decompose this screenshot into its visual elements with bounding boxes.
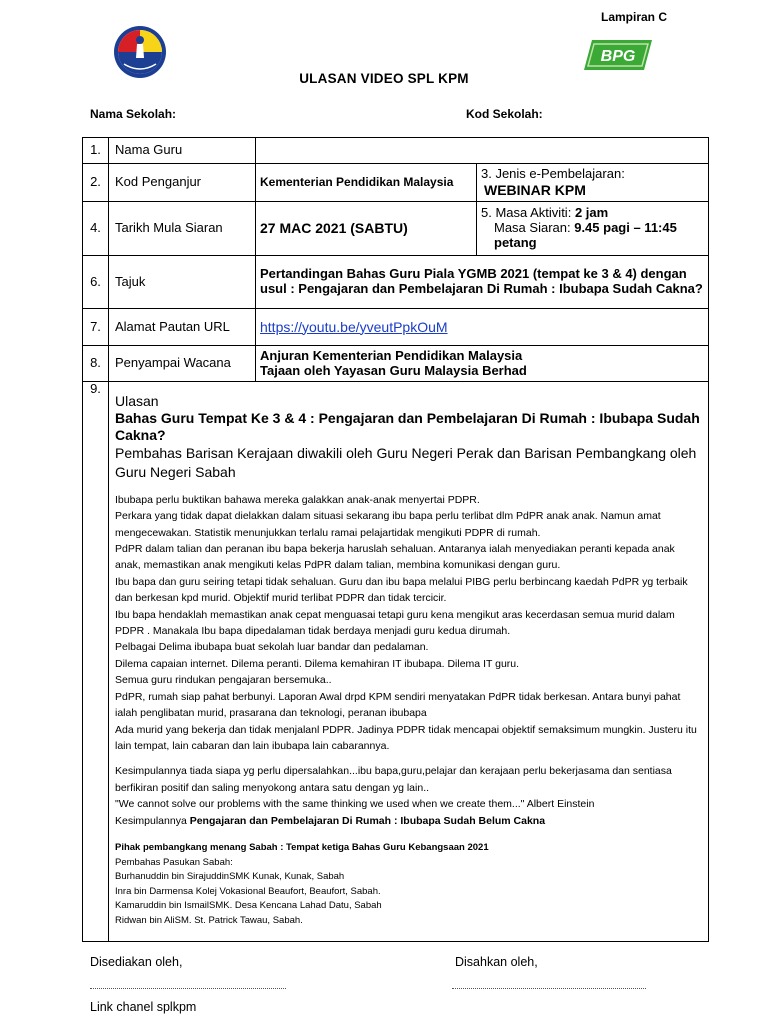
review-form-table (82, 137, 709, 942)
row-number: 4. (83, 202, 109, 256)
review-paragraph: Ibu bapa hendaklah memastikan anak cepat menguasai tetapi guru kena mengikut aras kecerdasan semua murid dalam PDPR . Manakala Ibu bapa dipedalaman tidak berdaya menjadi guru kedua dirumah. (115, 608, 675, 638)
row-teacher-name (83, 138, 709, 164)
review-title: Bahas Guru Tempat Ke 3 & 4 : Pengajaran dan Pembelajaran Di Rumah : Ibubapa Sudah Cakna? (115, 409, 700, 443)
row-number: 7. (83, 309, 109, 346)
title-label: Tajuk (109, 256, 256, 309)
bpg-logo (584, 36, 654, 74)
winner-statement: Pihak pembangkang menang Sabah : Tempat ketiga Bahas Guru Kebangsaan 2021 (115, 841, 489, 853)
review-subtitle: Pembahas Barisan Kerajaan diwakili oleh Guru Negeri Perak dan Barisan Pembangkang oleh Guru Negeri Sabah (115, 445, 697, 480)
review-paragraph: Semua guru rindukan pengajaran bersemuka.. (115, 674, 332, 687)
url-cell (256, 309, 709, 346)
organizer-code-value: Kementerian Pendidikan Malaysia (256, 164, 477, 202)
review-paragraph: Pelbagai Delima ibubapa buat sekolah luar bandar dan pedalaman. (115, 641, 429, 654)
row-number: 2. (83, 164, 109, 202)
sponsor-line: Tajaan oleh Yayasan Guru Malaysia Berhad (260, 362, 527, 378)
document-title: ULASAN VIDEO SPL KPM (299, 71, 469, 86)
activity-time-cell (477, 202, 709, 256)
channel-link-label: Link chanel splkpm (90, 1000, 197, 1014)
teacher-name-field[interactable] (256, 138, 709, 164)
debate-team-section (115, 841, 702, 929)
title-value: Pertandingan Bahas Guru Piala YGMB 2021 (tempat ke 3 & 4) dengan usul : Pengajaran dan Pembelajaran Di Rumah : Ibubapa Sudah Cakna? (256, 256, 709, 309)
review-body (115, 492, 702, 929)
bpg-logo-text: BPG (600, 48, 636, 65)
team-member: Ridwan bin AliSM. St. Patrick Tawau, Sabah. (115, 914, 303, 926)
organizer-code-label: Kod Penganjur (109, 164, 256, 202)
team-member: Inra bin Darmensa Kolej Vokasional Beaufort, Beaufort, Sabah. (115, 885, 381, 897)
activity-duration-label: 5. Masa Aktiviti: (481, 205, 572, 221)
prepared-signature-line (90, 988, 286, 990)
broadcast-date-label: Tarikh Mula Siaran (109, 202, 256, 256)
row-presenter (83, 346, 709, 382)
team-member: Kamaruddin bin IsmailSMK. Desa Kencana Lahad Datu, Sabah (115, 900, 382, 912)
school-name-label: Nama Sekolah: (90, 107, 177, 121)
team-heading: Pembahas Pasukan Sabah: (115, 856, 233, 868)
url-label: Alamat Pautan URL (109, 309, 256, 346)
review-paragraph: Perkara yang tidak dapat dielakkan dalam situasi sekarang ibu bapa perlu terlibat dlm PdPR anak anak. Namun amat mengecewakan. Statistik menunjukkan terlalu ramai pelajartidak mengikuti PDPR di rumah. (115, 510, 661, 539)
row-number: 8. (83, 346, 109, 382)
presenter-value (256, 346, 709, 382)
row-number: 6. (83, 256, 109, 309)
activity-duration-value: 2 jam (574, 205, 609, 221)
conclusion-bold: Pengajaran dan Pembelajaran Di Rumah : Ibubapa Sudah Belum Cakna (189, 814, 546, 827)
review-label: Ulasan (115, 393, 159, 410)
row-url (83, 309, 709, 346)
elearning-type-cell (477, 164, 709, 202)
review-paragraph: PdPR dalam talian dan peranan ibu bapa bekerja haruslah sehaluan. Antaranya ialah menyediakan peranti kepada anak anak, memastikan anak mengikuti kelas PdPR dalam talian, membina komunikasi dengan guru. (115, 543, 675, 572)
team-member: Burhanuddin bin SirajuddinSMK Kunak, Kunak, Sabah (115, 871, 345, 883)
broadcast-time-label: Masa Siaran: (494, 220, 571, 236)
review-paragraph: Ada murid yang bekerja dan tidak menjalanl PDPR. Jadinya PDPR tidak mencapai objektif semaksimum mungkin. Justeru itu lain tempat, lain cabaran dan lain ibubapa lain cabarannya. (115, 723, 697, 752)
approved-signature-line (452, 988, 646, 990)
row-title (83, 256, 709, 309)
prepared-by-label: Disediakan oleh, (90, 955, 183, 969)
presenter-label: Penyampai Wacana (109, 346, 256, 382)
row-organizer (83, 164, 709, 202)
review-cell (109, 382, 709, 942)
teacher-name-label: Nama Guru (109, 138, 256, 164)
review-paragraph: Ibubapa perlu buktikan bahawa mereka galakkan anak-anak menyertai PDPR. (115, 493, 480, 506)
einstein-quote: "We cannot solve our problems with the same thinking we used when we create them..." Albert Einstein (115, 798, 595, 811)
broadcast-time-value: 9.45 pagi – 11:45 petang (494, 220, 677, 250)
approved-by-label: Disahkan oleh, (455, 955, 538, 969)
broadcast-date-value: 27 MAC 2021 (SABTU) (256, 202, 477, 256)
school-code-label: Kod Sekolah: (466, 107, 543, 121)
row-number: 9. (83, 382, 109, 942)
elearning-type-value: WEBINAR KPM (484, 181, 586, 198)
conclusion-paragraph: Kesimpulannya tiada siapa yg perlu dipersalahkan...ibu bapa,guru,pelajar dan kerajaan perlu bekerjasama dan sentiasa berfikiran positif dan saling menyokong antara satu dengan yg lain.. (115, 765, 672, 794)
row-broadcast-date (83, 202, 709, 256)
organizer-line: Anjuran Kementerian Pendidikan Malaysia (260, 347, 523, 363)
review-paragraph: Ibu bapa dan guru seiring tetapi tidak sehaluan. Guru dan ibu bapa melalui PIBG perlu berbincang kaedah PdPR yg terbaik dan berkesan kpd murid. Objektif murid terlibat PDPR dan tidak tercicir. (115, 575, 688, 605)
row-number: 1. (83, 138, 109, 164)
conclusion-summary: Kesimpulannya Pengajaran dan Pembelajaran Di Rumah : Ibubapa Sudah Belum Cakna (115, 814, 546, 827)
review-paragraph: Dilema capaian internet. Dilema peranti. Dilema kemahiran IT ibubapa. Dilema IT guru. (115, 657, 520, 670)
elearning-type-label: 3. Jenis e-Pembelajaran: (481, 165, 625, 181)
row-review (83, 382, 709, 942)
youtube-link[interactable]: https://youtu.be/yveutPpkOuM (260, 318, 448, 335)
appendix-label: Lampiran C (601, 10, 668, 24)
review-paragraph: PdPR, rumah siap pahat berbunyi. Laporan Awal drpd KPM sendiri menyatakan PdPR tidak berkesan. Antara bunyi pahat ialah penglibatan murid, prasarana dan teknologi, peranan ibubapa (115, 690, 681, 720)
